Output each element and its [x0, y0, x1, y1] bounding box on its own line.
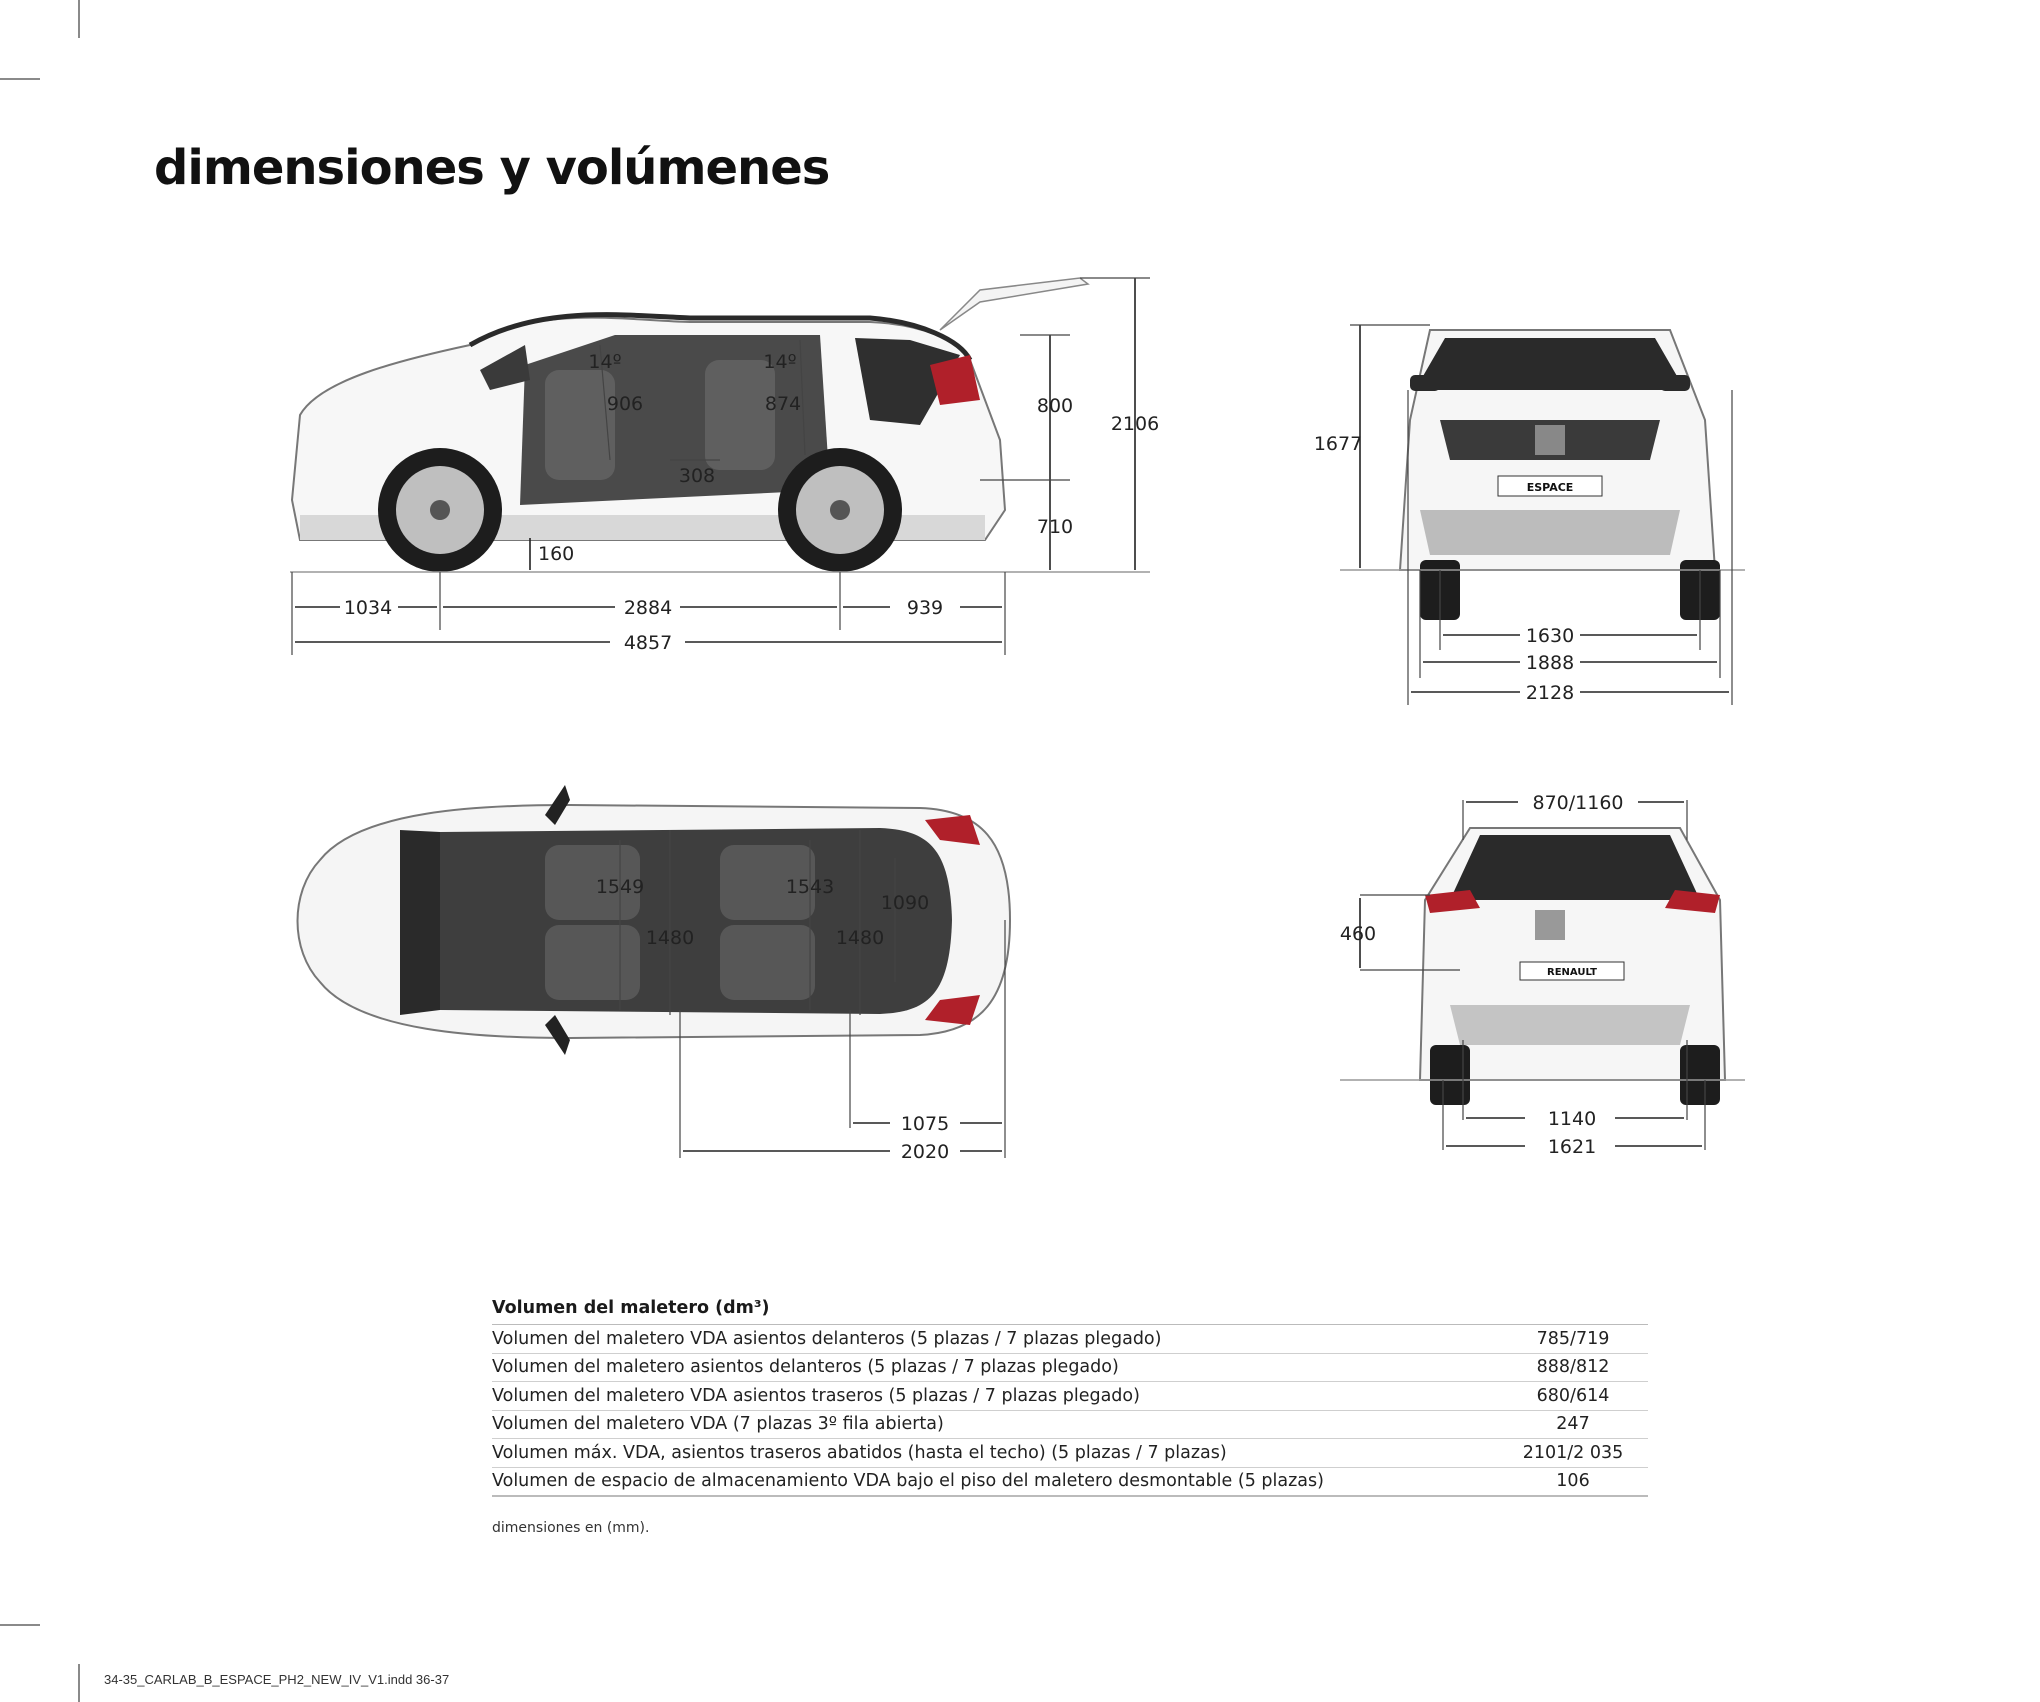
table-row — [492, 1382, 1648, 1411]
load-length-label: 2020 — [900, 1141, 950, 1163]
table-row — [492, 1411, 1648, 1440]
crop-mark-left-bottom — [0, 1624, 40, 1626]
table-row — [492, 1439, 1648, 1468]
row-value: 888/812 — [1536, 1357, 1610, 1378]
width-label: 1888 — [1525, 652, 1575, 674]
table-row — [492, 1354, 1648, 1383]
rear-wheel — [778, 448, 902, 572]
front-view-diagram — [1313, 310, 1760, 710]
row-value: 785/719 — [1536, 1328, 1610, 1349]
trunk-length-label: 1075 — [900, 1113, 950, 1135]
front-wheel — [378, 448, 502, 572]
elbow-width-front-label: 1549 — [595, 876, 645, 898]
top-view-diagram — [280, 770, 1040, 1170]
row-label: Volumen del maletero asientos delanteros (5 plazas / 7 plazas plegado) — [492, 1357, 1119, 1378]
sill-height-label: 460 — [1339, 923, 1377, 945]
wheelbase-label: 2884 — [623, 597, 673, 619]
hip-width-rear-label: 1480 — [835, 927, 885, 949]
espace-badge: ESPACE — [1526, 481, 1574, 494]
upper-height-label: 800 — [1036, 395, 1074, 417]
table-row — [492, 1325, 1648, 1354]
rear-track-label: 1621 — [1547, 1136, 1597, 1158]
row-value: 680/614 — [1536, 1385, 1610, 1406]
side-view-diagram — [280, 260, 1180, 680]
headroom-front-label: 906 — [606, 393, 644, 415]
total-height-label: 2106 — [1110, 413, 1160, 435]
total-length-label: 4857 — [623, 632, 673, 654]
headroom-rear-label: 874 — [764, 393, 802, 415]
page-title: dimensiones y volúmenes — [154, 140, 830, 196]
opening-width-label: 870/1160 — [1532, 792, 1624, 814]
rear-overhang-label: 939 — [906, 597, 944, 619]
row-value: 247 — [1556, 1414, 1590, 1435]
angle-front-label: 14º — [588, 351, 622, 373]
row-label: Volumen máx. VDA, asientos traseros abatidos (hasta el techo) (5 plazas / 7 plazas) — [492, 1442, 1227, 1463]
front-track-label: 1630 — [1525, 625, 1575, 647]
row-label: Volumen del maletero VDA (7 plazas 3º fila abierta) — [492, 1414, 944, 1435]
width-mirrors-label: 2128 — [1525, 682, 1575, 704]
ground-clearance-label: 160 — [538, 543, 575, 565]
rear-view-diagram — [1320, 780, 1760, 1160]
table-heading: Volumen del maletero (dm³) — [492, 1298, 1648, 1325]
row-label: Volumen del maletero VDA asientos traseros (5 plazas / 7 plazas plegado) — [492, 1385, 1140, 1406]
lower-height-label: 710 — [1036, 516, 1074, 538]
angle-rear-label: 14º — [763, 351, 797, 373]
elbow-width-rear-label: 1543 — [785, 876, 835, 898]
renault-badge: RENAULT — [1547, 967, 1597, 978]
print-footer: 34-35_CARLAB_B_ESPACE_PH2_NEW_IV_V1.indd 36-37 — [104, 1672, 450, 1687]
row-value: 106 — [1556, 1471, 1590, 1492]
table-row — [492, 1468, 1648, 1498]
trunk-volume-table — [492, 1298, 1648, 1497]
row-label: Volumen de espacio de almacenamiento VDA bajo el piso del maletero desmontable (5 plazas) — [492, 1471, 1324, 1492]
row-label: Volumen del maletero VDA asientos delanteros (5 plazas / 7 plazas plegado) — [492, 1328, 1162, 1349]
crop-mark-left-top — [0, 78, 40, 80]
min-width-label: 1140 — [1547, 1108, 1597, 1130]
crop-mark-bottom — [78, 1664, 80, 1702]
trunk-width-label: 1090 — [880, 892, 930, 914]
row-value: 2101/2 035 — [1522, 1442, 1624, 1463]
front-height-label: 1677 — [1313, 433, 1363, 455]
crop-mark-top — [78, 0, 80, 38]
knee-room-label: 308 — [678, 465, 716, 487]
hip-width-front-label: 1480 — [645, 927, 695, 949]
units-note: dimensiones en (mm). — [492, 1520, 650, 1536]
front-overhang-label: 1034 — [343, 597, 393, 619]
